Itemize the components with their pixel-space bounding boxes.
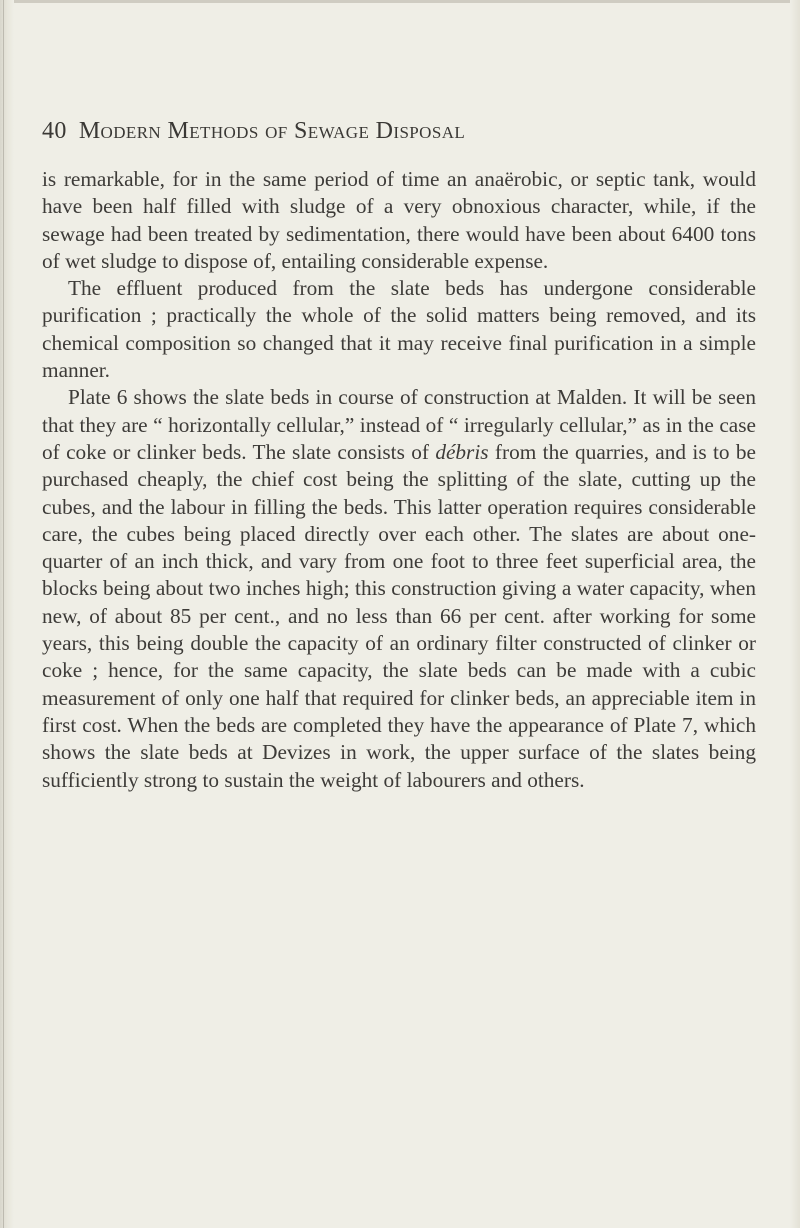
paragraph-plate-6 (42, 384, 756, 793)
page-number: 40 (42, 118, 67, 144)
paragraph-text-after-italic: from the quarries, and is to be purchased cheaply, the chief cost being the splitting of the slate, cutting up the cubes, and the labour in filling the beds. This latter operation requires considerable care, the cubes being placed directly over each other. The slates are about one-quarter of an inch thick, and vary from one foot to three feet superficial area, the blocks being about two inches high; this construction giving a water capacity, when new, of about 85 per cent., and no less than 66 per cent. after working for some years, this being double the capacity of an ordinary filter constructed of clinker or coke ; hence, for the same capacity, the slate beds can be made with a cubic measurement of only one half that required for clinker beds, an appreciable item in first cost. When the beds are completed they have the appearance of Plate 7, which shows the slate beds at Devizes in work, the upper surface of the slates being sufficiently strong to sustain the weight of labourers and others. (42, 439, 756, 792)
page-right-edge (790, 0, 800, 1228)
paragraph-effluent: The effluent produced from the slate beds has undergone considerable purification ; practically the whole of the solid matters being removed, and its chemical composition so changed that it may receive final purification in a simple manner. (42, 276, 756, 383)
page-binding-edge (0, 0, 14, 1228)
italic-term-debris: débris (435, 439, 489, 464)
page-top-edge (0, 0, 800, 3)
body-text (42, 166, 756, 794)
running-title: Modern Methods of Sewage Disposal (78, 118, 466, 144)
running-header (42, 118, 762, 145)
paragraph-continuation: is remarkable, for in the same period of time an anaërobic, or septic tank, would have been half filled with sludge of a very obnoxious character, while, if the sewage had been treated by sedimentation, there would have been about 6400 tons of wet sludge to dispose of, entailing considerable expense. (42, 167, 756, 273)
paragraph-text-before-italic: Plate 6 shows the slate beds in course of construction at Malden. It will be seen that they are “ horizontally cellular,” instead of “ irregularly cellular,” as in the case of coke or clinker beds. The slate consists of (42, 385, 756, 464)
